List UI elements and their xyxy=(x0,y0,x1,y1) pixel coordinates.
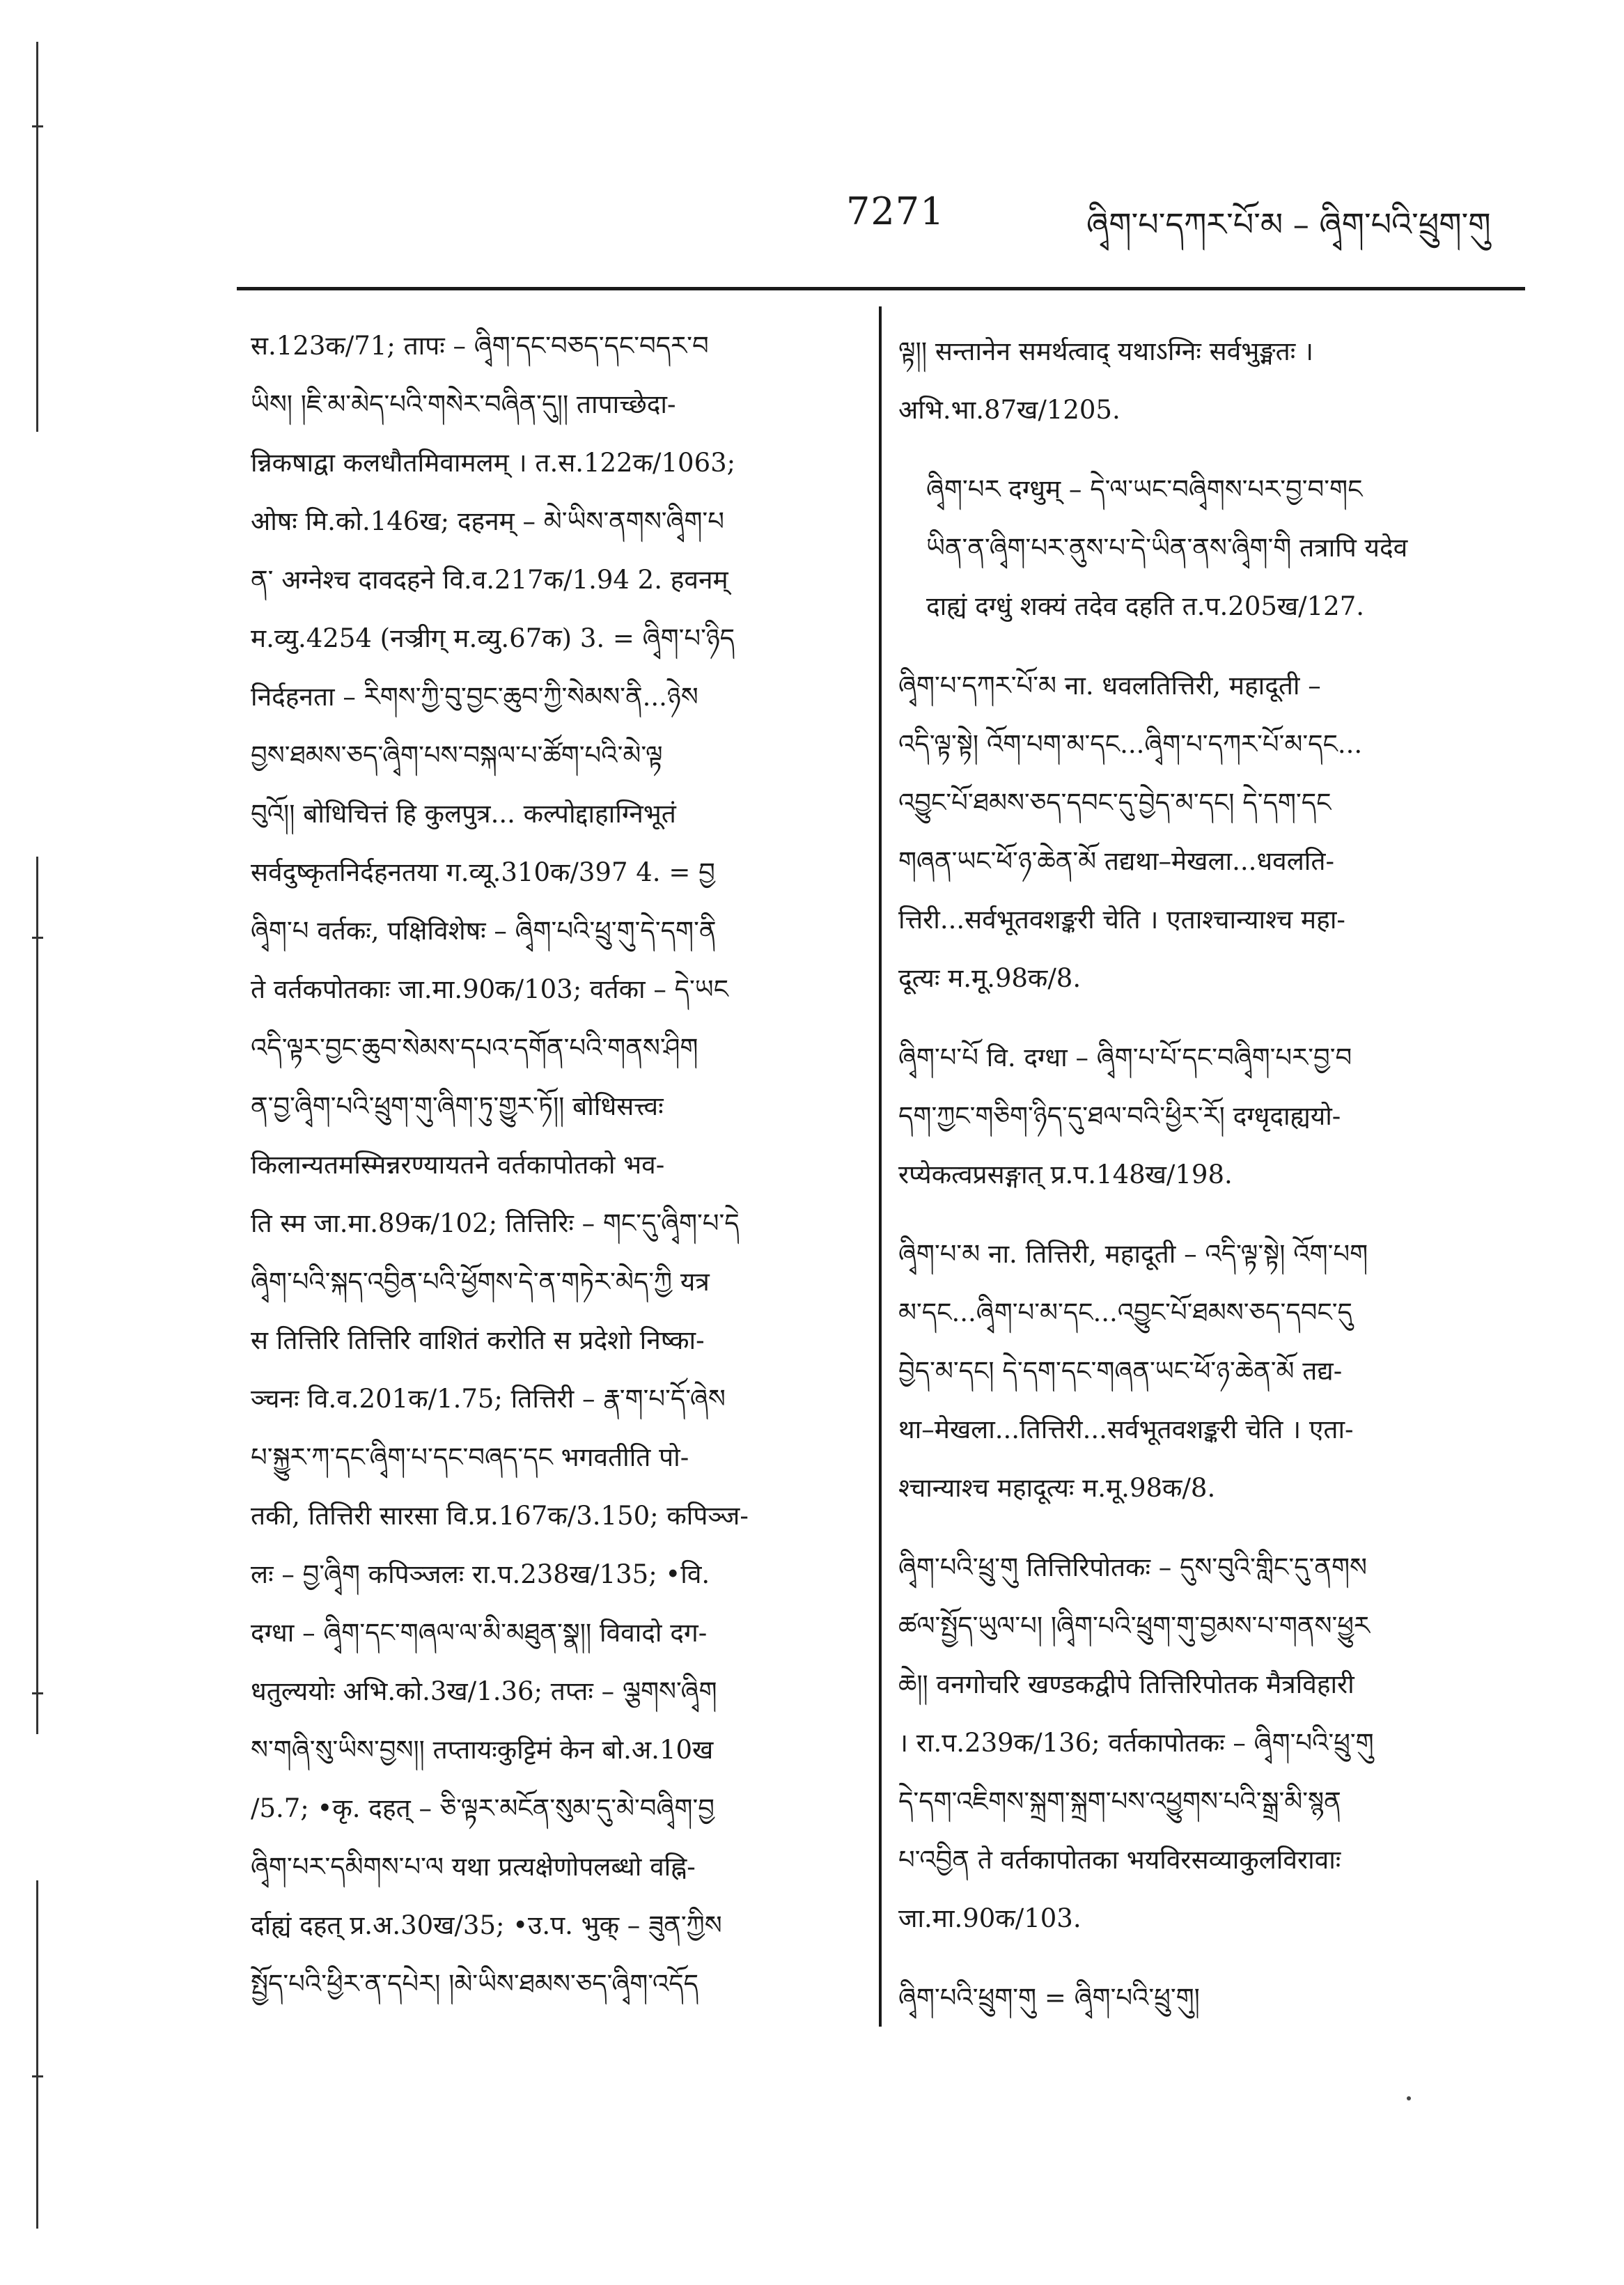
text-line: दाह्यं दग्धुं शक्यं तदेव दहति त.प.205ख/127. xyxy=(926,591,1365,621)
text-line: ལྟ།། सन्तानेन समर्थत्वाद् यथाऽग्निः सर्वभुङ्मतः । xyxy=(898,336,1313,366)
scan-margin-tick xyxy=(32,2075,43,2077)
dictionary-entry xyxy=(898,1029,1508,1204)
text-line: དེ་དག་འཇིགས་སྐྲག་སྐྲག་པས་འཕྱུགས་པའི་སྒྲ་མི་སྙན xyxy=(898,1786,1341,1816)
text-line: श्चान्याश्च महादूत्यः म.मू.98क/8. xyxy=(898,1473,1216,1503)
dictionary-entry xyxy=(898,1538,1508,1948)
text-line: ཡིས། །ཇི་མ་མེད་པའི་གསེར་བཞིན་དུ།། तापाच्छेदा- xyxy=(251,389,676,419)
text-line: ཡིན་ན་ཞྭིག་པར་ནུས་པ་དེ་ཡིན་ནས་ཞྭིག་གི तत्रापि यदेव xyxy=(926,533,1408,563)
text-line: མ་དང...ཞྭིག་པ་མ་དང...འབྱུང་པོ་ཐམས་ཅད་དབང་དུ xyxy=(898,1297,1352,1327)
column-divider xyxy=(879,306,882,2027)
text-line: धतुल्ययोः अभि.को.3ख/1.36; तप्तः – ལྕགས་ཞྭིག xyxy=(251,1676,717,1706)
text-line: ཞྭིག་པར་དམིགས་པ་ལ यथा प्रत्यक्षेणोपलब्धो वह्नि- xyxy=(251,1852,696,1882)
text-line: དག་ཀྱང་གཅིག་ཉིད་དུ་ཐལ་བའི་ཕྱིར་རོ། दग्धृदाह्ययो- xyxy=(898,1101,1341,1131)
text-line: བྱེད་མ་དང། དེ་དག་དང་གཞན་ཡང་ཕོ་ཉ་ཆེན་མོ तद्य- xyxy=(898,1356,1343,1386)
text-line: པ་འབྱིན ते वर्तकापोतका भयविरसव्याकुलविरावाः xyxy=(898,1845,1341,1875)
text-line: འདི་ལྟ་སྟེ། འོག་པག་མ་དང...ཞྭིག་པ་དཀར་པོ་མ་དང... xyxy=(898,729,1363,759)
text-line: सर्वदुष्कृतनिर्दहनतया ग.व्यू.310क/397 4. = བྱ xyxy=(251,857,715,887)
text-line: जा.मा.90क/103. xyxy=(898,1903,1082,1933)
text-line: ས་གཞི་སུ་ཡིས་བྱས།། तप्तायःकुट्टिमं केन बो.अ.10ख xyxy=(251,1735,714,1765)
text-line: བུའོ།། बोधिचित्तं हि कुलपुत्र... कल्पोद्दाहाग्निभूतं xyxy=(251,799,676,829)
text-line: པ་སྐྱུར་ཀ་དང་ཞྭིག་པ་དང་བཞད་དང भगवतीति पो- xyxy=(251,1442,689,1472)
text-line: ཞྭིག་པའི་ཕྲུག་གུ = ཞྭིག་པའི་ཕྲུ་གུ། xyxy=(898,1983,1200,2013)
text-line: किलान्यतमस्मिन्नरण्यायतने वर्तकापोतको भव- xyxy=(251,1150,665,1180)
text-line: था–मेखला...तित्तिरी...सर्वभूतवशङ्करी चेति । एता- xyxy=(898,1414,1354,1444)
scan-margin-line xyxy=(36,1880,38,2229)
text-line: निर्दहनता – རིགས་ཀྱི་བུ་བྱང་ཆུབ་ཀྱི་སེམས་ནི...ཉེས xyxy=(251,682,698,712)
text-line: ཞྭིག་པ་པོ वि. दग्धा – ཞྭིག་པ་པོ་དང་བཞྭིག་པར་བྱ་བ xyxy=(898,1043,1352,1073)
running-head: ཞྭིག་པ་དཀར་པོ་མ – ཞྭིག་པའི་ཕྲུག་གུ xyxy=(1086,205,1491,243)
text-line: ཆེ།། वनगोचरि खण्डकद्वीपे तित्तिरिपोतक मैत्रविहारी xyxy=(898,1669,1354,1699)
scan-speck xyxy=(1407,2096,1411,2100)
text-line: रप्येकत्वप्रसङ्गात् प्र.प.148ख/198. xyxy=(898,1160,1233,1190)
text-line: लः – བྱ་ཞྭིག कपिञ्जलः रा.प.238ख/135; •वि. xyxy=(251,1559,710,1589)
text-line: ཞྭིག་པ་མ ना. तित्तिरी, महादूती – འདི་ལྟ་སྟེ། འོག་པག xyxy=(898,1239,1368,1269)
text-line: तकी, तित्तिरी सारसा वि.प्र.167क/3.150; कपिञ्ज- xyxy=(251,1501,749,1531)
page-number: 7271 xyxy=(846,189,945,233)
dictionary-entry xyxy=(898,1225,1508,1518)
scan-margin-line xyxy=(36,857,38,1734)
text-line: र्दाह्यं दहत् प्र.अ.30ख/35; •उ.प. भुक् – ཟུན་ཀྱིས xyxy=(251,1910,722,1940)
scan-margin-tick xyxy=(32,125,43,127)
text-line: /5.7; •कृ. दहत् – ཅི་ལྟར་མངོན་སུམ་དུ་མེ་བཞྭིག་བྱ xyxy=(251,1793,715,1823)
text-line: स तित्तिरि तित्तिरि वाशितं करोति स प्रदेशो निष्का- xyxy=(251,1325,705,1355)
scan-margin-tick xyxy=(32,1692,43,1694)
header-rule xyxy=(237,287,1525,290)
right-column xyxy=(898,317,1508,2027)
text-line: ཞྭིག་པ་དཀར་པོ་མ ना. धवलतित्तिरी, महादूती – xyxy=(898,671,1321,701)
text-line: ཚལ་སྤྱོད་ཡུལ་པ། །ཞྭིག་པའི་ཕྲུག་གུ་བྱམས་པ་གནས་ཕྱུར xyxy=(898,1611,1371,1641)
text-line: न्निकषाद्वा कलधौतमिवामलम् । त.स.122क/1063; xyxy=(251,448,736,478)
text-line: འབྱུང་པོ་ཐམས་ཅད་དབང་དུ་བྱེད་མ་དང། དེ་དག་དང xyxy=(898,788,1332,818)
sub-entry xyxy=(898,460,1508,636)
scan-margin-tick xyxy=(32,937,43,939)
text-line: ཞྭིག་པ वर्तकः, पक्षिविशेषः – ཞྭིག་པའི་ཕྲུ་གུ་དེ་དག་ནི xyxy=(251,916,717,946)
text-line: दग्धा – ཞྭིག་དང་གཞལ་ལ་མི་མཐུན་སྣ།། विवादो दग- xyxy=(251,1618,708,1648)
text-line: སྤྱོད་པའི་ཕྱིར་ན་དཔེར། །མེ་ཡིས་ཐམས་ཅད་ཞྭིག་འདོད xyxy=(251,1969,699,1999)
text-line: ན་བྱ་ཞྭིག་པའི་ཕྲུག་གུ་ཞིག་ཏུ་གྱུར་ཏོ།། बोधिसत्त्वः xyxy=(251,1091,664,1121)
text-line: दूत्यः म.मू.98क/8. xyxy=(898,963,1082,993)
text-line: । रा.प.239क/136; वर्तकापोतकः – ཞྭིག་པའི་ཕྲུ་གུ xyxy=(898,1728,1374,1758)
text-line: ओषः मि.को.146ख; दहनम् – མེ་ཡིས་ནགས་ཞྭིག་པ xyxy=(251,506,724,536)
text-line: ཞྭིག་པའི་སྐད་འབྱིན་པའི་ཕྱོགས་དེ་ན་གཏེར་མེད་ཀྱི यत्र xyxy=(251,1267,710,1297)
text-line: म.व्यु.4254 (नञ्रीग् म.व्यु.67क) 3. = ཞྭིག་པ་ཉིད xyxy=(251,623,735,653)
left-column xyxy=(251,317,860,2013)
text-line: ན་ अग्नेश्च दावदहने वि.व.217क/1.94 2. हवनम् xyxy=(251,565,728,595)
text-line: त्तिरी...सर्वभूतवशङ्करी चेति । एताश्चान्याश्च महा- xyxy=(898,905,1345,935)
entry-continuation xyxy=(898,322,1508,439)
text-line: स.123क/71; तापः – ཞྭིག་དང་བཅད་དང་བདར་བ xyxy=(251,331,709,361)
scan-margin-line xyxy=(36,42,38,432)
text-line: བྱས་ཐམས་ཅད་ཞྭིག་པས་བསྐལ་པ་ཚོག་པའི་མེ་ལྟ xyxy=(251,740,663,770)
text-line: གཞན་ཡང་ཕོ་ཉ་ཆེན་མོ तद्यथा–मेखला...धवलति- xyxy=(898,846,1334,876)
text-line: ति स्म जा.मा.89क/102; तित्तिरिः – གང་དུ་ཞྭིག་པ་དེ xyxy=(251,1208,740,1238)
text-line: ञ्चनः वि.व.201क/1.75; तित्तिरी – རྣ་ག་པ་དོ་ཞེས xyxy=(251,1384,726,1414)
dictionary-entry xyxy=(898,1969,1508,2027)
text-line: འདི་ལྟར་བྱང་ཆུབ་སེམས་དཔའ་དགོན་པའི་གནས་ཤིག xyxy=(251,1033,698,1063)
dictionary-entry xyxy=(898,657,1508,1008)
text-line: ते वर्तकपोतकाः जा.मा.90क/103; वर्तका – དེ་ཡང xyxy=(251,974,728,1004)
text-line: अभि.भा.87ख/1205. xyxy=(898,395,1121,425)
text-line: ཞྭིག་པར दग्धुम् – དེ་ལ་ཡང་བཞྭིགས་པར་བྱ་བ་གང xyxy=(926,474,1363,504)
text-line: ཞྭིག་པའི་ཕྲུ་གུ तित्तिरिपोतकः – དུས་བུའི་གླིང་དུ་ནགས xyxy=(898,1552,1367,1582)
